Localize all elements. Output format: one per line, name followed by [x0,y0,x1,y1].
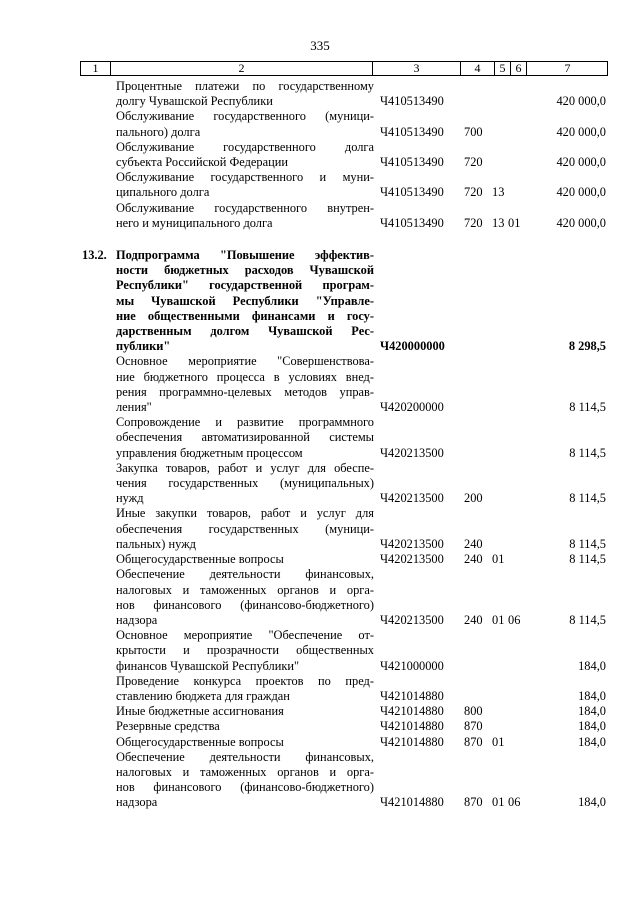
row-name [116,674,378,704]
table-row [80,506,608,552]
amount-value: 8 114,5 [569,612,606,627]
column-number-6: 6 [511,62,527,75]
row-name-line: обеспечения автоматизированной системы [116,430,374,445]
expense-type-code: 720 [464,215,483,230]
amount-value: 420 000,0 [556,124,606,139]
target-article-code: Ч410513490 [380,185,444,200]
row-name [116,109,378,139]
row-name-line: ставлению бюджета для граждан [116,688,290,703]
row-name [116,628,378,674]
row-name-line: крытости и прозрачности общественных [116,643,374,658]
amount-value: 184,0 [578,734,606,749]
target-article-code: Ч421014880 [380,688,444,703]
row-name-line: ности бюджетных расходов Чувашской [116,263,374,278]
table-row [80,201,608,231]
row-name-line: обеспечения государственных (муници- [116,521,374,536]
row-name-line: Обслуживание государственного (муници- [116,109,374,124]
table-row [80,674,608,704]
target-article-code: Ч420213500 [380,491,444,506]
row-name-line: долгу Чувашской Республики [116,94,273,109]
table-row [80,109,608,139]
table-row [80,354,608,415]
row-name-line: Обеспечение деятельности финансовых, [116,567,374,582]
table-row [80,567,608,628]
row-name [116,704,378,719]
row-name-line: Закупка товаров, работ и услуг для обеспе- [116,460,374,475]
row-name-line: него и муниципального долга [116,215,273,230]
table-row [80,750,608,811]
row-name [116,719,378,734]
subsection-code: 01 [508,215,521,230]
table-row [80,79,608,109]
subsection-code: 06 [508,612,521,627]
row-name [116,248,378,354]
amount-value: 8 298,5 [568,339,606,354]
target-article-code: Ч420213500 [380,445,444,460]
target-article-code: Ч421014880 [380,704,444,719]
row-name-line: налоговых и таможенных органов и орга- [116,764,374,779]
row-name-line: Общегосударственные вопросы [116,734,284,749]
table-row [80,170,608,200]
expense-type-code: 870 [464,719,483,734]
target-article-code: Ч410513490 [380,215,444,230]
table-row [80,704,608,719]
amount-value: 8 114,5 [569,536,606,551]
amount-value: 8 114,5 [569,552,606,567]
amount-value: 8 114,5 [569,400,606,415]
row-name [116,750,378,811]
row-name [116,552,378,567]
target-article-code: Ч421014880 [380,719,444,734]
row-name-line: Процентные платежи по государственному [116,79,374,93]
amount-value: 420 000,0 [556,185,606,200]
amount-value: 184,0 [578,658,606,673]
column-number-2: 2 [111,62,373,75]
section-code: 01 [492,795,505,810]
amount-value: 420 000,0 [556,94,606,109]
row-name-line: Обслуживание государственного внутрен- [116,200,374,215]
amount-value: 184,0 [578,795,606,810]
row-name-line: управления бюджетным процессом [116,445,303,460]
row-name-line: пального) долга [116,124,201,139]
row-name-line: Резервные средства [116,719,220,734]
row-name-line: дарственным долгом Чувашской Рес- [116,324,374,339]
row-name-line: Основное мероприятие "Совершенствова- [116,354,374,369]
expense-type-code: 240 [464,536,483,551]
row-name [116,79,378,109]
target-article-code: Ч420000000 [380,339,445,354]
amount-value: 420 000,0 [556,155,606,170]
target-article-code: Ч420213500 [380,536,444,551]
amount-value: 8 114,5 [569,491,606,506]
row-name [116,201,378,231]
expense-type-code: 870 [464,734,483,749]
row-name [116,506,378,552]
row-name-line: Республики" государственной програм- [116,278,374,293]
row-name-line: пальных) нужд [116,536,196,551]
row-name [116,461,378,507]
row-name-line: нов финансового (финансово-бюджетного) [116,597,374,612]
row-name-line: Обслуживание государственного долга [116,139,374,154]
table-row [80,248,608,354]
row-name-line: Подпрограмма "Повышение эффектив- [116,248,374,263]
row-name-line: Обеспечение деятельности финансовых, [116,749,374,764]
column-number-7: 7 [564,61,571,75]
row-name-line: Сопровождение и развитие программного [116,415,374,430]
row-name-line: мы Чувашской Республики "Управле- [116,293,374,308]
target-article-code: Ч421014880 [380,795,444,810]
section-code: 13 [492,185,505,200]
row-name-line: налоговых и таможенных органов и орга- [116,582,374,597]
target-article-code: Ч421000000 [380,658,444,673]
row-name [116,415,378,461]
expense-type-code: 870 [464,795,483,810]
target-article-code: Ч410513490 [380,94,444,109]
expense-type-code: 800 [464,704,483,719]
row-name-line: Общегосударственные вопросы [116,552,284,567]
row-name-line: субъекта Российской Федерации [116,155,288,170]
section-code: 01 [492,734,505,749]
table-row [80,628,608,674]
expense-type-code: 200 [464,491,483,506]
table-row [80,719,608,734]
section-code: 01 [492,612,505,627]
amount-value: 184,0 [578,719,606,734]
row-name-line: рения программно-целевых методов управ- [116,384,374,399]
row-name-line: надзора [116,612,158,627]
row-name-line: финансов Чувашской Республики" [116,658,300,673]
row-name-line: надзора [116,795,158,810]
table-row [80,552,608,567]
row-name-line: Основное мероприятие "Обеспечение от- [116,628,374,643]
row-name-line: ципального долга [116,185,210,200]
expense-type-code: 720 [464,185,483,200]
subsection-code: 06 [508,795,521,810]
column-number-3: 3 [373,62,461,75]
section-code: 13 [492,215,505,230]
expense-type-code: 720 [464,155,483,170]
row-name-line: Иные бюджетные ассигнования [116,704,284,719]
target-article-code: Ч420213500 [380,552,444,567]
table-row [80,461,608,507]
table-row [80,415,608,461]
column-number-4: 4 [461,62,495,75]
target-article-code: Ч421014880 [380,734,444,749]
budget-table [80,79,608,811]
amount-value: 8 114,5 [569,445,606,460]
row-name-line: нужд [116,491,144,506]
row-name [116,735,378,750]
row-name-line: нов финансового (финансово-бюджетного) [116,780,374,795]
section-code: 01 [492,552,505,567]
row-name-line: Иные закупки товаров, работ и услуг для [116,506,374,521]
row-name [116,354,378,415]
column-number-1: 1 [81,62,111,75]
amount-value: 420 000,0 [556,215,606,230]
row-name-line: ления" [116,400,152,415]
column-number-5: 5 [495,62,511,75]
row-name-line: чения государственных (муниципальных) [116,476,374,491]
row-name-line: ние бюджетного процесса в условиях внед- [116,369,374,384]
column-header-row [80,61,608,76]
table-row [80,140,608,170]
amount-value: 184,0 [578,704,606,719]
target-article-code: Ч420213500 [380,612,444,627]
expense-type-code: 240 [464,552,483,567]
target-article-code: Ч410513490 [380,155,444,170]
table-row [80,735,608,750]
row-number: 13.2. [82,248,107,263]
expense-type-code: 700 [464,124,483,139]
row-name [116,567,378,628]
row-name [116,170,378,200]
row-name-line: Проведение конкурса проектов по пред- [116,673,374,688]
target-article-code: Ч410513490 [380,124,444,139]
row-name-line: публики" [116,339,171,354]
expense-type-code: 240 [464,612,483,627]
row-name-line: ние общественными финансами и госу- [116,308,374,323]
row-name-line: Обслуживание государственного и муни- [116,170,374,185]
page-number: 335 [310,38,330,53]
row-name [116,140,378,170]
amount-value: 184,0 [578,688,606,703]
target-article-code: Ч420200000 [380,400,444,415]
